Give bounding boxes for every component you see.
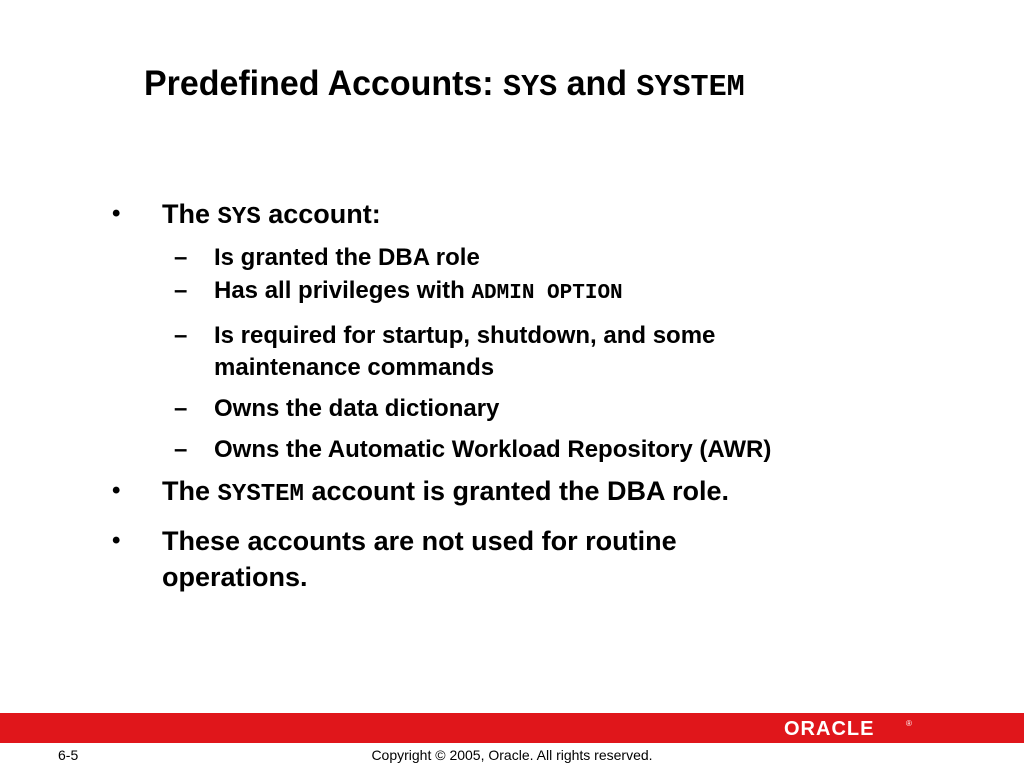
bullet-sys-account [112,196,912,236]
sub-item-text: Owns the data dictionary [214,395,500,422]
sub-item [112,434,912,466]
registered-mark-icon: ® [906,719,912,728]
bullet-system-account [112,473,912,513]
sub-item [112,320,854,384]
slide-title [144,62,978,110]
bullet-text: account is granted the DBA role. [303,476,730,506]
title-code-sys: SYS [503,70,558,105]
bullet-list [112,196,912,595]
bullet-text: These accounts are not used for routine operations. [162,526,677,592]
code-system: SYSTEM [217,481,304,508]
sub-item-text: Has all privileges with [214,277,472,304]
sub-item [112,242,912,274]
sub-marker: – [174,277,188,304]
bullet-text: The [162,476,218,506]
sub-marker: – [174,322,188,349]
title-text-and: and [557,64,637,103]
sub-marker: – [174,436,188,463]
sub-item-text: Is required for startup, shutdown, and some maintenance commands [214,322,716,381]
sub-marker: – [174,244,188,271]
sub-item [112,393,912,425]
bullet-routine-operations [112,523,812,595]
oracle-logo-text: ORACLE [784,718,875,739]
footer-red-bar [0,713,1024,743]
title-text: Predefined Accounts: [144,64,504,103]
title-code-system: SYSTEM [636,70,745,105]
sub-item-text: Owns the Automatic Workload Repository (AWR) [214,436,772,463]
bullet-marker: • [112,527,121,554]
bullet-text: account: [260,199,381,229]
code-admin-option: ADMIN OPTION [471,282,623,305]
slide-footer [0,743,1024,768]
bullet-marker: • [112,477,121,504]
code-sys: SYS [217,204,261,231]
bullet-text: The [162,199,218,229]
sub-item [112,275,912,310]
sub-item-text: Is granted the DBA role [214,244,480,271]
oracle-logo [784,717,914,739]
bullet-marker: • [112,200,121,227]
sub-marker: – [174,395,188,422]
copyright-notice: Copyright © 2005, Oracle. All rights reserved. [371,747,653,763]
page-number: 6-5 [58,747,79,763]
